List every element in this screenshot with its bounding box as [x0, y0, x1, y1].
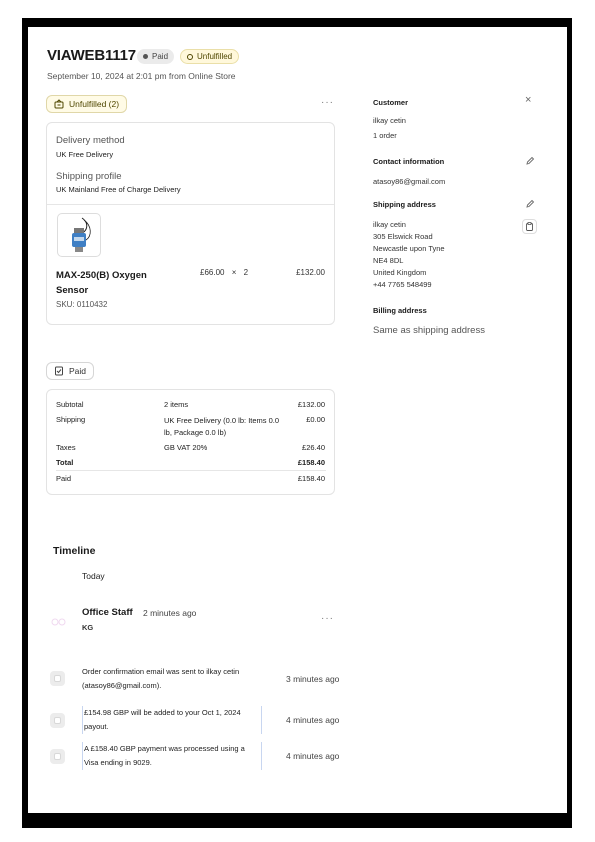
- shipping-profile-value: UK Mainland Free of Charge Delivery: [56, 185, 181, 194]
- summary-amount-taxes: £26.40: [302, 443, 325, 452]
- summary-label-subtotal: Subtotal: [56, 400, 84, 409]
- comment-author: Office Staff: [82, 607, 133, 618]
- address-line: 305 Elswick Road: [373, 232, 433, 241]
- event-dot-icon: [54, 717, 61, 724]
- copy-address-button[interactable]: [522, 219, 537, 234]
- timeline-event-time: 4 minutes ago: [286, 751, 340, 761]
- status-badge-paid-label: Paid: [152, 52, 169, 61]
- summary-label-total: Total: [56, 458, 74, 467]
- summary-label-taxes: Taxes: [56, 443, 76, 452]
- delivery-method-label: Delivery method: [56, 135, 125, 146]
- comment-initials: KG: [82, 623, 94, 632]
- comment-more-label: ···: [321, 613, 334, 624]
- event-dot-icon: [54, 753, 61, 760]
- product-thumbnail[interactable]: [57, 213, 101, 257]
- paid-pill[interactable]: [46, 362, 94, 380]
- payment-card: [46, 389, 335, 495]
- billing-address-value: Same as shipping address: [373, 325, 485, 336]
- timeline-event-text: A £158.40 GBP payment was processed using a Visa ending in 9029.: [82, 742, 262, 770]
- comment-avatar: [50, 615, 68, 627]
- address-line: Newcastle upon Tyne: [373, 244, 445, 253]
- product-name[interactable]: MAX-250(B) Oxygen Sensor: [56, 270, 147, 296]
- paid-pill-label: Paid: [69, 366, 87, 376]
- address-line: +44 7765 548499: [373, 280, 432, 289]
- summary-label-paid: Paid: [56, 474, 72, 483]
- avatar-icon: [50, 616, 68, 628]
- fulfillment-card: [46, 122, 335, 325]
- customer-heading: Customer: [373, 98, 409, 107]
- timeline-title: Timeline: [53, 545, 96, 557]
- event-dot-icon: [54, 675, 61, 682]
- pencil-icon[interactable]: [525, 156, 535, 166]
- clipboard-icon: [525, 222, 534, 231]
- page-title: VIAWEB1117: [47, 47, 136, 64]
- receipt-check-icon: [54, 366, 64, 376]
- package-icon: [54, 99, 64, 109]
- timeline-event-time: 4 minutes ago: [286, 715, 340, 725]
- card-divider: [47, 204, 334, 205]
- order-page: [28, 27, 567, 813]
- shipping-profile-label: Shipping profile: [56, 171, 122, 182]
- product-line-total: £132.00: [296, 268, 325, 277]
- timeline-event-text: Order confirmation email was sent to ilkay cetin (atasoy86@gmail.com).: [82, 667, 240, 690]
- product-unit-price: [200, 268, 248, 277]
- pencil-icon[interactable]: [525, 199, 535, 209]
- status-dot-icon: [143, 54, 148, 59]
- summary-amount-total: £158.40: [297, 458, 325, 467]
- timeline-event-time: 3 minutes ago: [286, 674, 340, 684]
- summary-label-shipping: Shipping: [56, 415, 86, 424]
- oxygen-sensor-image: [58, 214, 101, 257]
- summary-amount-subtotal: £132.00: [297, 400, 325, 409]
- order-subtitle: September 10, 2024 at 2:01 pm from Online Store: [47, 71, 236, 81]
- customer-orders[interactable]: 1 order: [373, 131, 397, 140]
- address-line: ilkay cetin: [373, 220, 406, 229]
- summary-desc-shipping: UK Free Delivery (0.0 lb: Items 0.0 lb, Package 0.0 lb): [164, 416, 280, 437]
- address-line: United Kingdom: [373, 268, 427, 277]
- times-sign: ×: [231, 268, 237, 277]
- status-ring-icon: [187, 54, 193, 60]
- contact-email[interactable]: atasoy86@gmail.com: [373, 177, 446, 186]
- quantity: 2: [243, 268, 249, 277]
- shipping-address-heading: Shipping address: [373, 200, 436, 209]
- timeline-event-icon: [50, 713, 65, 728]
- fulfillment-more-button[interactable]: ···: [321, 97, 334, 108]
- summary-amount-paid: £158.40: [297, 474, 325, 483]
- summary-amount-shipping: £0.00: [306, 415, 325, 424]
- customer-name[interactable]: ilkay cetin: [373, 116, 406, 125]
- status-badge-unfulfilled: [180, 49, 239, 64]
- unit-price: £66.00: [200, 268, 225, 277]
- comment-time: 2 minutes ago: [143, 608, 197, 618]
- product-sku: SKU: 0110432: [56, 300, 108, 309]
- delivery-method-value: UK Free Delivery: [56, 150, 114, 159]
- status-badge-unfulfilled-label: Unfulfilled: [197, 52, 233, 61]
- summary-desc-subtotal: 2 items: [164, 400, 189, 409]
- timeline-event-icon: [50, 671, 65, 686]
- address-line: NE4 8DL: [373, 256, 404, 265]
- summary-divider: [56, 470, 326, 471]
- contact-heading: Contact information: [373, 157, 445, 166]
- timeline-event-text: £154.98 GBP will be added to your Oct 1, 2024 payout.: [82, 706, 262, 734]
- shipping-address: [373, 219, 445, 291]
- unfulfilled-pill-label: Unfulfilled (2): [69, 99, 120, 109]
- unfulfilled-pill[interactable]: [46, 95, 127, 113]
- timeline-today: Today: [82, 571, 105, 581]
- summary-desc-taxes[interactable]: GB VAT 20%: [164, 443, 208, 452]
- timeline-event-icon: [50, 749, 65, 764]
- comment-more-button[interactable]: [321, 608, 334, 626]
- billing-address-heading: Billing address: [373, 306, 427, 315]
- status-badge-paid: [137, 49, 174, 64]
- close-icon[interactable]: ×: [525, 94, 532, 106]
